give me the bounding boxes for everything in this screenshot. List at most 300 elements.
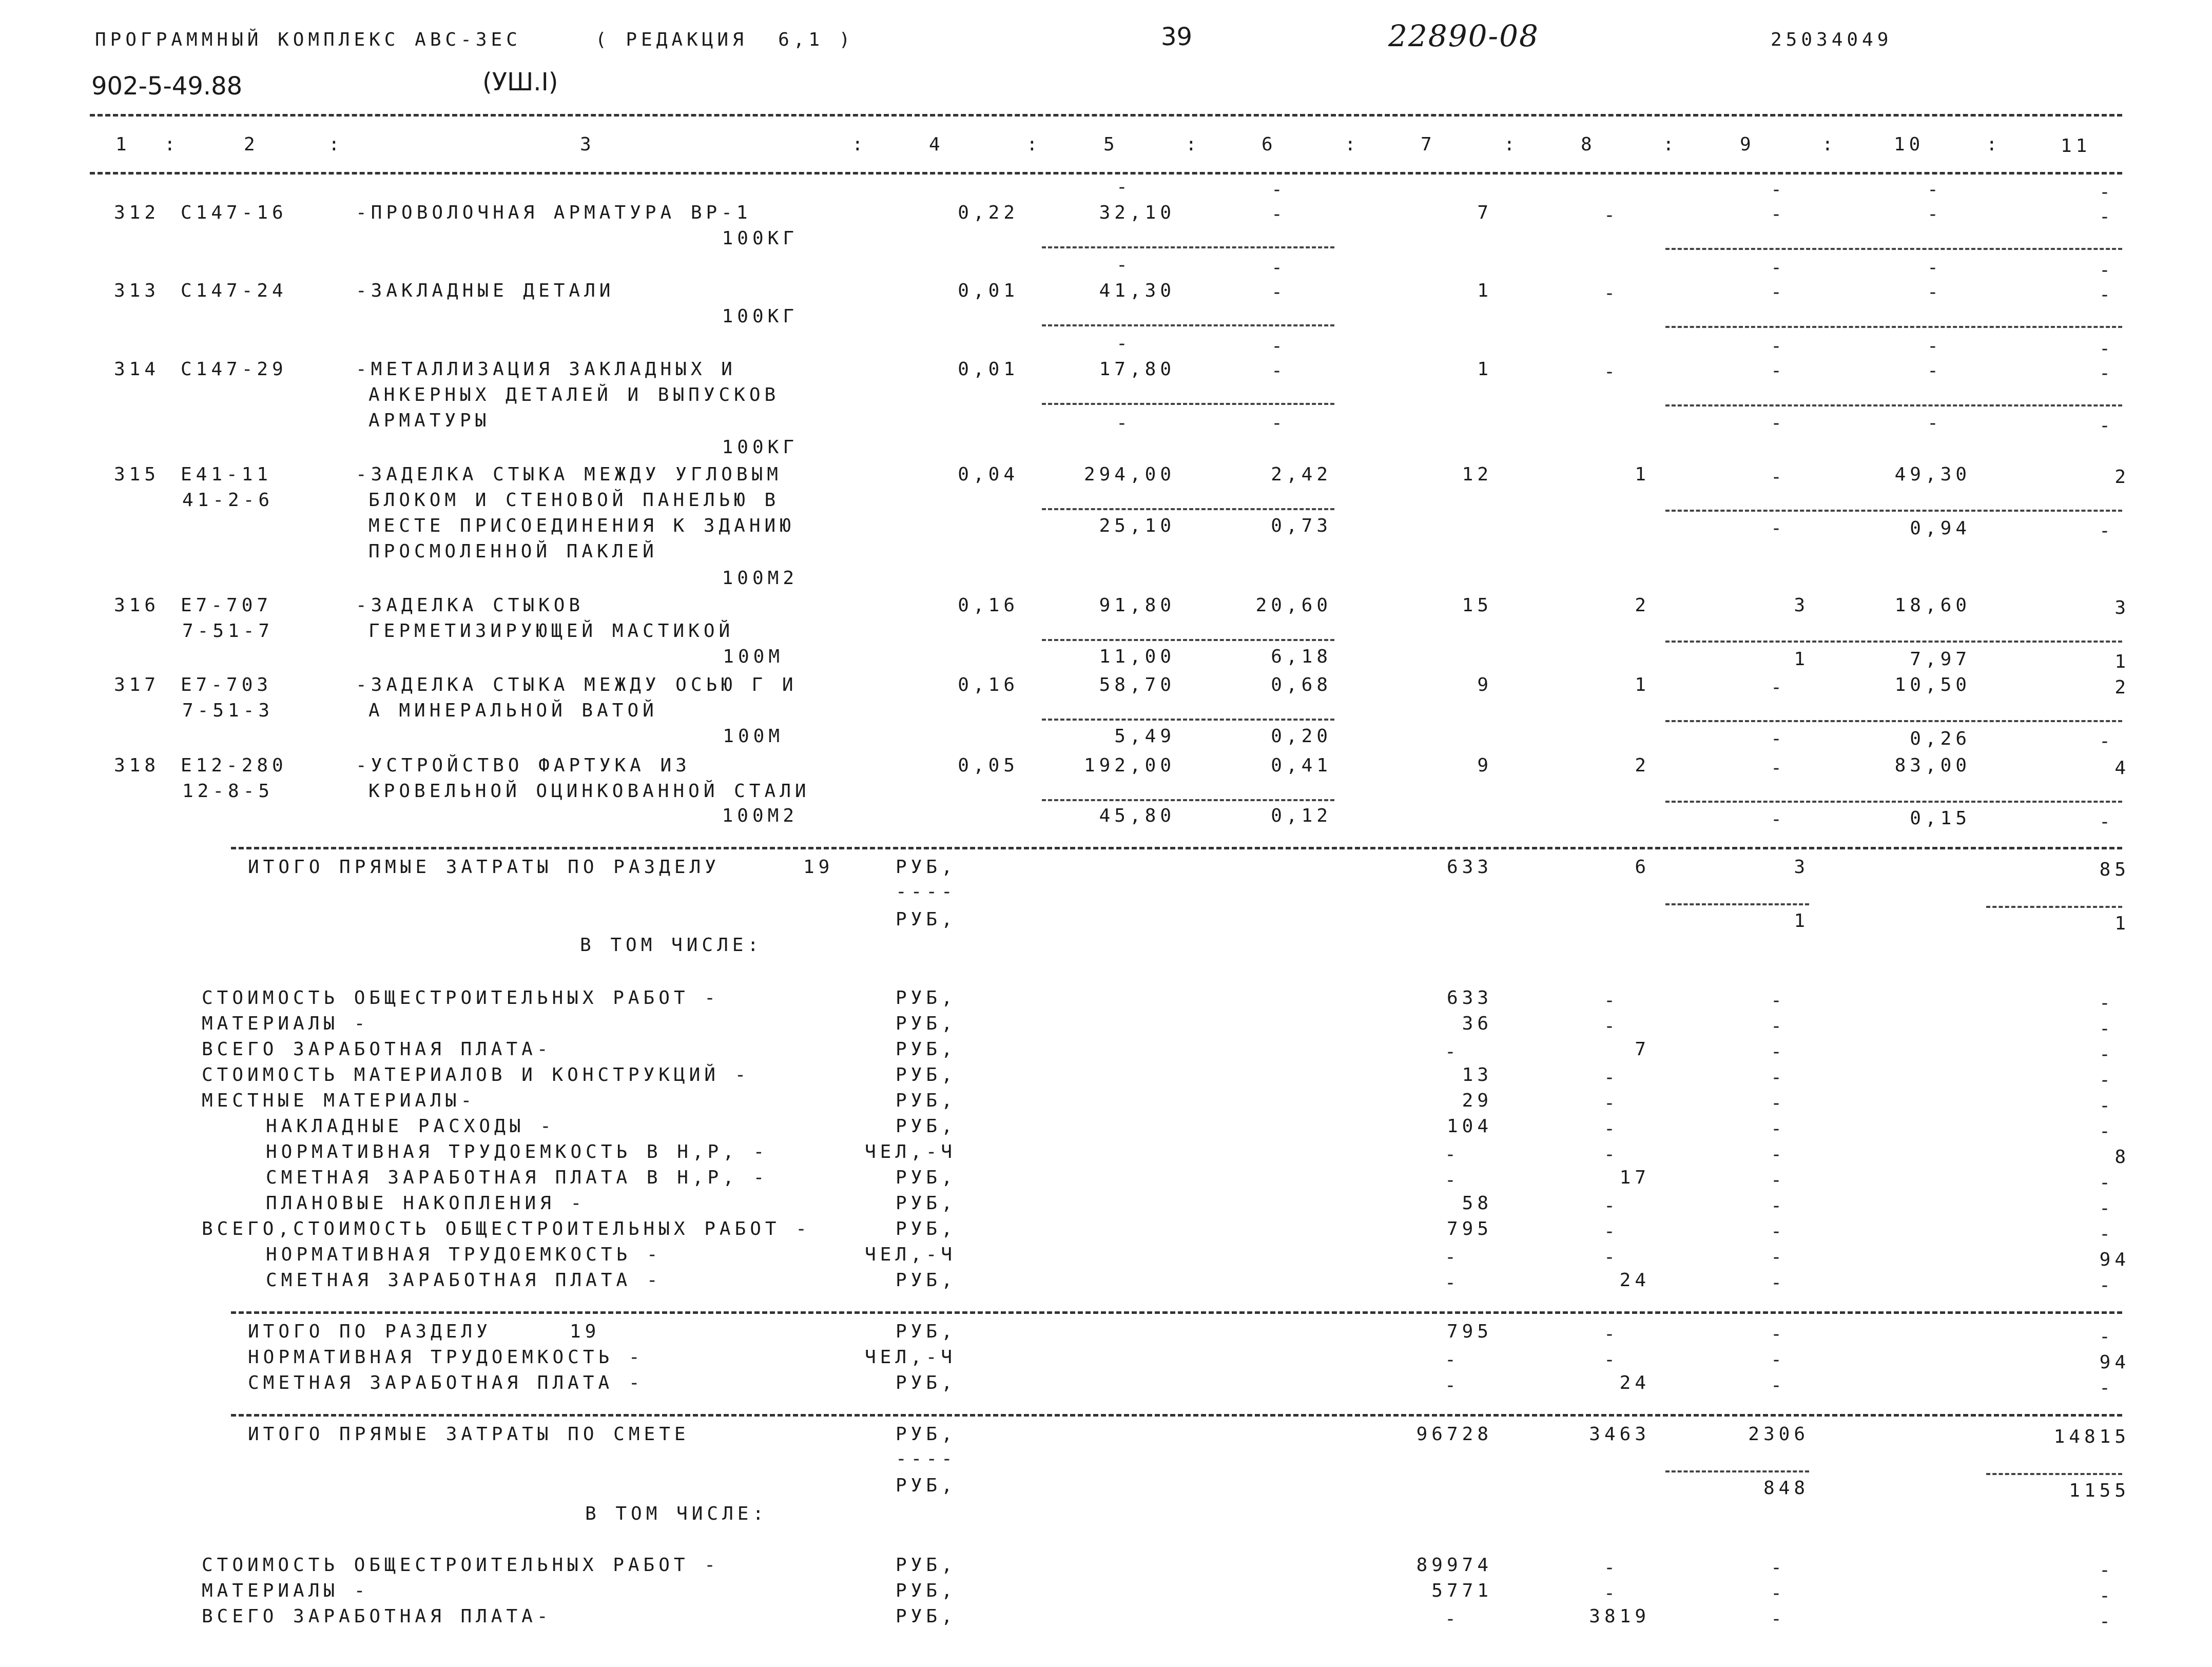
summary-cell: - <box>1771 1016 1786 1037</box>
row-cell: - <box>1271 336 1287 357</box>
summary-cell: 14815 <box>2053 1426 2130 1447</box>
row-cell: - <box>1771 282 1786 303</box>
subtotal-rule <box>1042 639 1334 641</box>
row-cell: - <box>1927 336 1943 357</box>
summary-cell: СМЕТНАЯ ЗАРАБОТНАЯ ПЛАТА - <box>266 1270 662 1291</box>
summary-cell: РУБ, <box>896 1167 957 1188</box>
summary-cell: РУБ, <box>896 857 957 878</box>
col-header-1: 1 <box>115 134 131 155</box>
row-cell: - <box>1771 336 1786 357</box>
summary-cell: РУБ, <box>896 1193 957 1214</box>
subtotal-rule <box>1986 1473 2122 1475</box>
row-cell: С147-24 <box>181 280 287 301</box>
row-cell: 317 <box>114 674 160 695</box>
subtotal-rule <box>1665 248 2122 250</box>
subtotal-rule <box>1042 403 1334 405</box>
summary-cell: - <box>2099 1172 2114 1193</box>
row-cell: - <box>1771 677 1786 698</box>
summary-cell: 19 <box>570 1321 600 1342</box>
row-cell: - <box>1604 283 1619 304</box>
row-cell: - <box>2099 731 2114 752</box>
subtotal-rule <box>1665 510 2122 512</box>
col-sep: : <box>328 134 344 155</box>
summary-cell: 7 <box>1635 1039 1650 1060</box>
summary-cell: 24 <box>1619 1270 1650 1291</box>
row-cell: 12 <box>1462 464 1492 485</box>
summary-cell: СТОИМОСТЬ ОБЩЕСТРОИТЕЛЬНЫХ РАБОТ - <box>202 987 720 1009</box>
summary-cell: РУБ, <box>896 1321 957 1342</box>
summary-cell: РУБ, <box>896 1116 957 1137</box>
summary-cell: РУБ, <box>896 909 957 930</box>
row-cell: 1 <box>1635 464 1650 485</box>
col-header-10: 10 <box>1894 134 1925 155</box>
row-cell: 2 <box>2114 467 2130 488</box>
row-cell: 100КГ <box>722 228 798 249</box>
col-header-5: 5 <box>1103 134 1119 155</box>
row-cell: - <box>1771 360 1786 381</box>
row-cell: 25,10 <box>1099 515 1175 536</box>
summary-cell: - <box>1604 990 1619 1011</box>
row-cell: -ЗАДЕЛКА СТЫКОВ <box>356 595 585 616</box>
summary-cell: РУБ, <box>896 1424 957 1445</box>
row-cell: 5,49 <box>1114 726 1175 747</box>
row-cell: 1 <box>2114 651 2130 672</box>
row-cell: ПРОСМОЛЕННОЙ ПАКЛЕЙ <box>368 541 658 562</box>
row-cell: - <box>1927 360 1943 381</box>
col-header-3: 3 <box>580 134 595 155</box>
row-cell: 1 <box>1477 359 1492 380</box>
summary-cell: - <box>1771 1093 1786 1114</box>
row-cell: 10,50 <box>1894 674 1971 695</box>
summary-cell: НОРМАТИВНАЯ ТРУДОЕМКОСТЬ В Н,Р, - <box>266 1141 769 1162</box>
row-cell: 0,16 <box>958 674 1019 695</box>
row-cell: 294,00 <box>1083 464 1175 485</box>
summary-cell: РУБ, <box>896 1270 957 1291</box>
summary-cell: - <box>1771 1041 1786 1062</box>
subtotal-rule <box>1665 404 2122 406</box>
summary-cell: - <box>1771 1349 1786 1370</box>
row-cell: - <box>1116 413 1132 434</box>
summary-cell: - <box>1771 1375 1786 1396</box>
summary-cell: В ТОМ ЧИСЛЕ: <box>585 1503 768 1524</box>
row-cell: 2,42 <box>1271 464 1332 485</box>
summary-cell: ВСЕГО,СТОИМОСТЬ ОБЩЕСТРОИТЕЛЬНЫХ РАБОТ - <box>202 1218 811 1239</box>
row-cell: 9 <box>1477 755 1492 776</box>
subtotal-rule <box>1042 719 1334 721</box>
row-cell: 45,80 <box>1099 805 1175 826</box>
row-cell: 2 <box>1635 595 1650 616</box>
row-cell: 313 <box>114 280 160 301</box>
summary-cell: - <box>1771 1557 1786 1578</box>
summary-cell: - <box>1604 1144 1619 1165</box>
row-cell: 100М2 <box>722 568 798 589</box>
col-sep: : <box>1504 134 1519 155</box>
row-cell: 17,80 <box>1099 359 1175 380</box>
row-cell: 0,22 <box>958 202 1019 223</box>
summary-cell: 85 <box>2099 859 2130 880</box>
summary-cell: - <box>1604 1247 1619 1268</box>
header-rule-bottom <box>90 172 2122 175</box>
col-sep: : <box>1986 134 2002 155</box>
summary-cell: 633 <box>1446 857 1492 878</box>
summary-cell: 3819 <box>1589 1606 1650 1627</box>
row-cell: - <box>1771 413 1786 434</box>
summary-cell: - <box>1771 1144 1786 1165</box>
row-cell: - <box>1927 204 1943 225</box>
row-cell: 6,18 <box>1271 646 1332 667</box>
row-cell: - <box>1271 282 1287 303</box>
row-cell: -УСТРОЙСТВО ФАРТУКА ИЗ <box>356 755 691 776</box>
col-sep: : <box>1026 134 1042 155</box>
summary-cell: - <box>1771 1170 1786 1191</box>
summary-cell: - <box>2099 1378 2114 1399</box>
summary-cell: 36 <box>1462 1013 1492 1034</box>
subtotal-rule <box>1665 903 1809 905</box>
summary-cell: СТОИМОСТЬ ОБЩЕСТРОИТЕЛЬНЫХ РАБОТ - <box>202 1555 720 1576</box>
row-cell: 1 <box>1635 674 1650 695</box>
subtotal-rule <box>1042 246 1334 248</box>
row-cell: 20,60 <box>1255 595 1332 616</box>
summary-cell: - <box>1771 1324 1786 1345</box>
summary-cell: - <box>2099 1018 2114 1039</box>
row-cell: 0,20 <box>1271 726 1332 747</box>
summary-cell: РУБ, <box>896 1218 957 1239</box>
project-number: 902-5-49.88 <box>91 72 243 101</box>
row-cell: 0,73 <box>1271 515 1332 536</box>
row-cell: 15 <box>1462 595 1492 616</box>
summary-cell: РУБ, <box>896 1606 957 1627</box>
subtotal-rule <box>1665 641 2122 643</box>
summary-cell: НОРМАТИВНАЯ ТРУДОЕМКОСТЬ - <box>248 1347 644 1368</box>
summary-cell: НАКЛАДНЫЕ РАСХОДЫ - <box>266 1116 555 1137</box>
document-number: 22890-08 <box>1388 18 1539 53</box>
row-cell: - <box>2099 811 2114 832</box>
summary-cell: МАТЕРИАЛЫ - <box>202 1013 370 1034</box>
summary-cell: - <box>1771 1608 1786 1630</box>
summary-cell: РУБ, <box>896 1475 957 1496</box>
row-cell: 9 <box>1477 674 1492 695</box>
row-cell: - <box>1927 282 1943 303</box>
summary-cell: 96728 <box>1416 1424 1492 1445</box>
summary-cell: СМЕТНАЯ ЗАРАБОТНАЯ ПЛАТА В Н,Р, - <box>266 1167 769 1188</box>
summary-cell: 2306 <box>1748 1424 1809 1445</box>
summary-cell: 848 <box>1763 1478 1809 1499</box>
row-cell: - <box>1927 413 1943 434</box>
program-title: ПРОГРАММНЫЙ КОМПЛЕКС АВС-3ЕС <box>95 29 521 50</box>
col-header-11: 11 <box>2061 135 2091 157</box>
row-cell: - <box>1771 518 1786 539</box>
document-code: 25034049 <box>1771 29 1893 50</box>
summary-cell: - <box>2099 1095 2114 1116</box>
page-number: 39 <box>1161 23 1193 51</box>
row-cell: -ЗАДЕЛКА СТЫКА МЕЖДУ УГЛОВЫМ <box>356 464 782 485</box>
col-sep: : <box>1663 134 1678 155</box>
row-cell: - <box>1271 360 1287 381</box>
summary-cell: 5771 <box>1431 1580 1492 1601</box>
row-cell: - <box>2099 284 2114 305</box>
summary-cell: - <box>2099 1121 2114 1142</box>
row-cell: - <box>1771 728 1786 749</box>
row-cell: -ЗАКЛАДНЫЕ ДЕТАЛИ <box>356 280 615 301</box>
summary-cell: ВСЕГО ЗАРАБОТНАЯ ПЛАТА- <box>202 1606 552 1627</box>
summary-cell: - <box>1604 1557 1619 1578</box>
row-cell: 100КГ <box>722 306 798 327</box>
col-sep: : <box>1345 134 1360 155</box>
summary-cell: - <box>1445 1349 1460 1370</box>
summary-cell: 104 <box>1446 1116 1492 1137</box>
row-cell: 83,00 <box>1894 755 1971 776</box>
row-cell: - <box>2099 520 2114 541</box>
summary-cell: - <box>1771 990 1786 1011</box>
row-cell: БЛОКОМ И СТЕНОВОЙ ПАНЕЛЬЮ В <box>368 490 780 511</box>
row-cell: - <box>2099 338 2114 359</box>
row-cell: ГЕРМЕТИЗИРУЮЩЕЙ МАСТИКОЙ <box>368 621 734 642</box>
summary-cell: - <box>2099 1198 2114 1219</box>
section-rule <box>231 847 2122 849</box>
summary-cell: 94 <box>2099 1352 2130 1373</box>
edition-label: ( РЕДАКЦИЯ 6,1 ) <box>595 29 855 50</box>
summary-cell: РУБ, <box>896 1580 957 1601</box>
summary-cell: РУБ, <box>896 1013 957 1034</box>
row-cell: - <box>2099 260 2114 281</box>
row-cell: - <box>1927 257 1943 278</box>
row-cell: МЕСТЕ ПРИСОЕДИНЕНИЯ К ЗДАНИЮ <box>368 515 795 536</box>
section-rule <box>231 1311 2122 1314</box>
summary-cell: - <box>1771 1118 1786 1139</box>
summary-cell: - <box>2099 1224 2114 1245</box>
summary-cell: - <box>2099 1070 2114 1091</box>
summary-cell: - <box>1771 1067 1786 1088</box>
summary-cell: - <box>1445 1041 1460 1062</box>
summary-cell: МАТЕРИАЛЫ - <box>202 1580 370 1601</box>
row-cell: 0,05 <box>958 755 1019 776</box>
row-cell: - <box>1927 179 1943 200</box>
row-cell: 0,04 <box>958 464 1019 485</box>
summary-cell: - <box>1771 1272 1786 1293</box>
row-cell: 0,68 <box>1271 674 1332 695</box>
summary-cell: - <box>1445 1170 1460 1191</box>
summary-cell: - <box>2099 1275 2114 1296</box>
row-cell: 318 <box>114 755 160 776</box>
summary-cell: РУБ, <box>896 1064 957 1086</box>
row-cell: 18,60 <box>1894 595 1971 616</box>
summary-cell: - <box>1771 1247 1786 1268</box>
summary-cell: 1155 <box>2069 1480 2130 1501</box>
row-cell: 32,10 <box>1099 202 1175 223</box>
summary-cell: 3 <box>1794 857 1809 878</box>
row-cell: 316 <box>114 595 160 616</box>
row-cell: 7-51-3 <box>182 700 274 721</box>
row-cell: - <box>1604 361 1619 382</box>
summary-cell: - <box>2099 993 2114 1014</box>
summary-cell: - <box>1604 1324 1619 1345</box>
summary-cell: ИТОГО ПО РАЗДЕЛУ <box>248 1321 492 1342</box>
row-cell: 11,00 <box>1099 646 1175 667</box>
row-cell: 0,01 <box>958 280 1019 301</box>
row-cell: - <box>2099 363 2114 384</box>
row-cell: - <box>1116 255 1132 276</box>
row-cell: 100КГ <box>722 437 798 458</box>
summary-cell: - <box>1771 1195 1786 1216</box>
row-cell: - <box>1271 179 1287 200</box>
row-cell: 12-8-5 <box>182 781 274 802</box>
row-cell: -ПРОВОЛОЧНАЯ АРМАТУРА ВР-1 <box>356 202 752 223</box>
subtotal-rule <box>1665 326 2122 328</box>
row-cell: - <box>1771 467 1786 488</box>
row-cell: 1 <box>1477 280 1492 301</box>
row-cell: 312 <box>114 202 160 223</box>
summary-cell: - <box>1604 1195 1619 1216</box>
summary-cell: РУБ, <box>896 987 957 1009</box>
col-sep: : <box>164 134 180 155</box>
summary-cell: РУБ, <box>896 1555 957 1576</box>
row-cell: 3 <box>2114 597 2130 618</box>
row-cell: - <box>1771 758 1786 779</box>
summary-cell: МЕСТНЫЕ МАТЕРИАЛЫ- <box>202 1090 476 1111</box>
row-cell: - <box>2099 415 2114 436</box>
summary-cell: - <box>1445 1375 1460 1396</box>
summary-cell: 8 <box>2114 1147 2130 1168</box>
summary-cell: 58 <box>1462 1193 1492 1214</box>
summary-cell: ЧЕЛ,-Ч <box>865 1347 957 1368</box>
col-header-8: 8 <box>1581 134 1596 155</box>
row-cell: А МИНЕРАЛЬНОЙ ВАТОЙ <box>368 700 658 721</box>
col-header-9: 9 <box>1740 134 1755 155</box>
row-cell: 2 <box>2114 677 2130 698</box>
row-cell: 49,30 <box>1894 464 1971 485</box>
summary-cell: 1 <box>2114 913 2130 934</box>
row-cell: КРОВЕЛЬНОЙ ОЦИНКОВАННОЙ СТАЛИ <box>368 781 810 802</box>
row-cell: 0,41 <box>1271 755 1332 776</box>
row-cell: 3 <box>1794 595 1809 616</box>
summary-cell: РУБ, <box>896 1090 957 1111</box>
summary-cell: НОРМАТИВНАЯ ТРУДОЕМКОСТЬ - <box>266 1244 662 1265</box>
row-cell: 0,16 <box>958 595 1019 616</box>
row-cell: 0,12 <box>1271 805 1332 826</box>
summary-cell: - <box>1445 1272 1460 1293</box>
summary-cell: В ТОМ ЧИСЛЕ: <box>580 935 763 956</box>
summary-cell: - <box>2099 1044 2114 1065</box>
row-cell: - <box>1271 204 1287 225</box>
summary-cell: - <box>1604 1349 1619 1370</box>
row-cell: Е7-707 <box>181 595 273 616</box>
section-rule <box>231 1414 2122 1417</box>
row-cell: 315 <box>114 464 160 485</box>
row-cell: - <box>1771 809 1786 830</box>
row-cell: 100М <box>723 646 784 667</box>
row-cell: 1 <box>1794 649 1809 670</box>
summary-cell: - <box>1445 1144 1460 1165</box>
col-header-4: 4 <box>929 134 944 155</box>
summary-cell: - <box>1445 1608 1460 1630</box>
summary-cell: 3463 <box>1589 1424 1650 1445</box>
summary-cell: - <box>1604 1093 1619 1114</box>
summary-cell: - <box>1604 1221 1619 1242</box>
row-cell: Е7-703 <box>181 674 273 695</box>
summary-cell: - <box>1771 1583 1786 1604</box>
row-cell: - <box>1116 177 1132 198</box>
header-rule-top <box>90 114 2122 117</box>
row-cell: 192,00 <box>1083 755 1175 776</box>
summary-cell: 24 <box>1619 1372 1650 1393</box>
row-cell: 2 <box>1635 755 1650 776</box>
summary-cell: 29 <box>1462 1090 1492 1111</box>
col-sep: : <box>852 134 867 155</box>
row-cell: - <box>1116 333 1132 354</box>
row-cell: -МЕТАЛЛИЗАЦИЯ ЗАКЛАДНЫХ И <box>356 359 736 380</box>
section-roman: (УШ.I) <box>482 68 558 96</box>
summary-cell: ЧЕЛ,-Ч <box>865 1244 957 1265</box>
row-cell: 0,26 <box>1910 728 1971 749</box>
subtotal-rule <box>1665 1470 1809 1472</box>
row-cell: 0,15 <box>1910 808 1971 829</box>
summary-cell: ИТОГО ПРЯМЫЕ ЗАТРАТЫ ПО РАЗДЕЛУ <box>248 857 720 878</box>
row-cell: - <box>1271 257 1287 278</box>
summary-cell: СМЕТНАЯ ЗАРАБОТНАЯ ПЛАТА - <box>248 1372 644 1393</box>
row-cell: 100М2 <box>722 805 798 826</box>
row-cell: 4 <box>2114 758 2130 779</box>
subtotal-rule <box>1042 324 1334 326</box>
row-cell: - <box>1771 179 1786 200</box>
summary-cell: - <box>1604 1016 1619 1037</box>
summary-cell: РУБ, <box>896 1039 957 1060</box>
subtotal-rule <box>1986 906 2122 908</box>
row-cell: АНКЕРНЫХ ДЕТАЛЕЙ И ВЫПУСКОВ <box>368 384 780 405</box>
summary-cell: ---- <box>896 881 957 902</box>
row-cell: 41,30 <box>1099 280 1175 301</box>
summary-cell: - <box>1604 1118 1619 1139</box>
row-cell: АРМАТУРЫ <box>368 410 491 431</box>
summary-cell: - <box>2099 1560 2114 1581</box>
summary-cell: ПЛАНОВЫЕ НАКОПЛЕНИЯ - <box>266 1193 586 1214</box>
summary-cell: 633 <box>1446 987 1492 1009</box>
row-cell: 91,80 <box>1099 595 1175 616</box>
row-cell: 7,97 <box>1910 649 1971 670</box>
subtotal-rule <box>1665 720 2122 722</box>
summary-cell: СТОИМОСТЬ МАТЕРИАЛОВ И КОНСТРУКЦИЙ - <box>202 1064 750 1086</box>
subtotal-rule <box>1042 799 1334 801</box>
summary-cell: - <box>2099 1326 2114 1347</box>
summary-cell: - <box>1771 1221 1786 1242</box>
row-cell: 0,01 <box>958 359 1019 380</box>
row-cell: С147-16 <box>181 202 287 223</box>
row-cell: - <box>1771 204 1786 225</box>
row-cell: С147-29 <box>181 359 287 380</box>
summary-cell: 17 <box>1619 1167 1650 1188</box>
summary-cell: - <box>2099 1611 2114 1632</box>
summary-cell: - <box>1445 1247 1460 1268</box>
col-header-7: 7 <box>1421 134 1436 155</box>
subtotal-rule <box>1042 508 1334 510</box>
summary-cell: 6 <box>1635 857 1650 878</box>
summary-cell: ЧЕЛ,-Ч <box>865 1141 957 1162</box>
col-header-2: 2 <box>244 134 259 155</box>
summary-cell: ---- <box>896 1448 957 1469</box>
summary-cell: РУБ, <box>896 1372 957 1393</box>
summary-cell: 795 <box>1446 1218 1492 1239</box>
row-cell: 0,94 <box>1910 518 1971 539</box>
summary-cell: 19 <box>803 857 834 878</box>
subtotal-rule <box>1665 801 2122 803</box>
summary-cell: ИТОГО ПРЯМЫЕ ЗАТРАТЫ ПО СМЕТЕ <box>248 1424 690 1445</box>
row-cell: - <box>2099 206 2114 227</box>
summary-cell: 94 <box>2099 1249 2130 1270</box>
summary-cell: - <box>2099 1585 2114 1606</box>
summary-cell: 89974 <box>1416 1555 1492 1576</box>
row-cell: Е41-11 <box>181 464 273 485</box>
summary-cell: ВСЕГО ЗАРАБОТНАЯ ПЛАТА- <box>202 1039 552 1060</box>
summary-cell: - <box>1604 1067 1619 1088</box>
